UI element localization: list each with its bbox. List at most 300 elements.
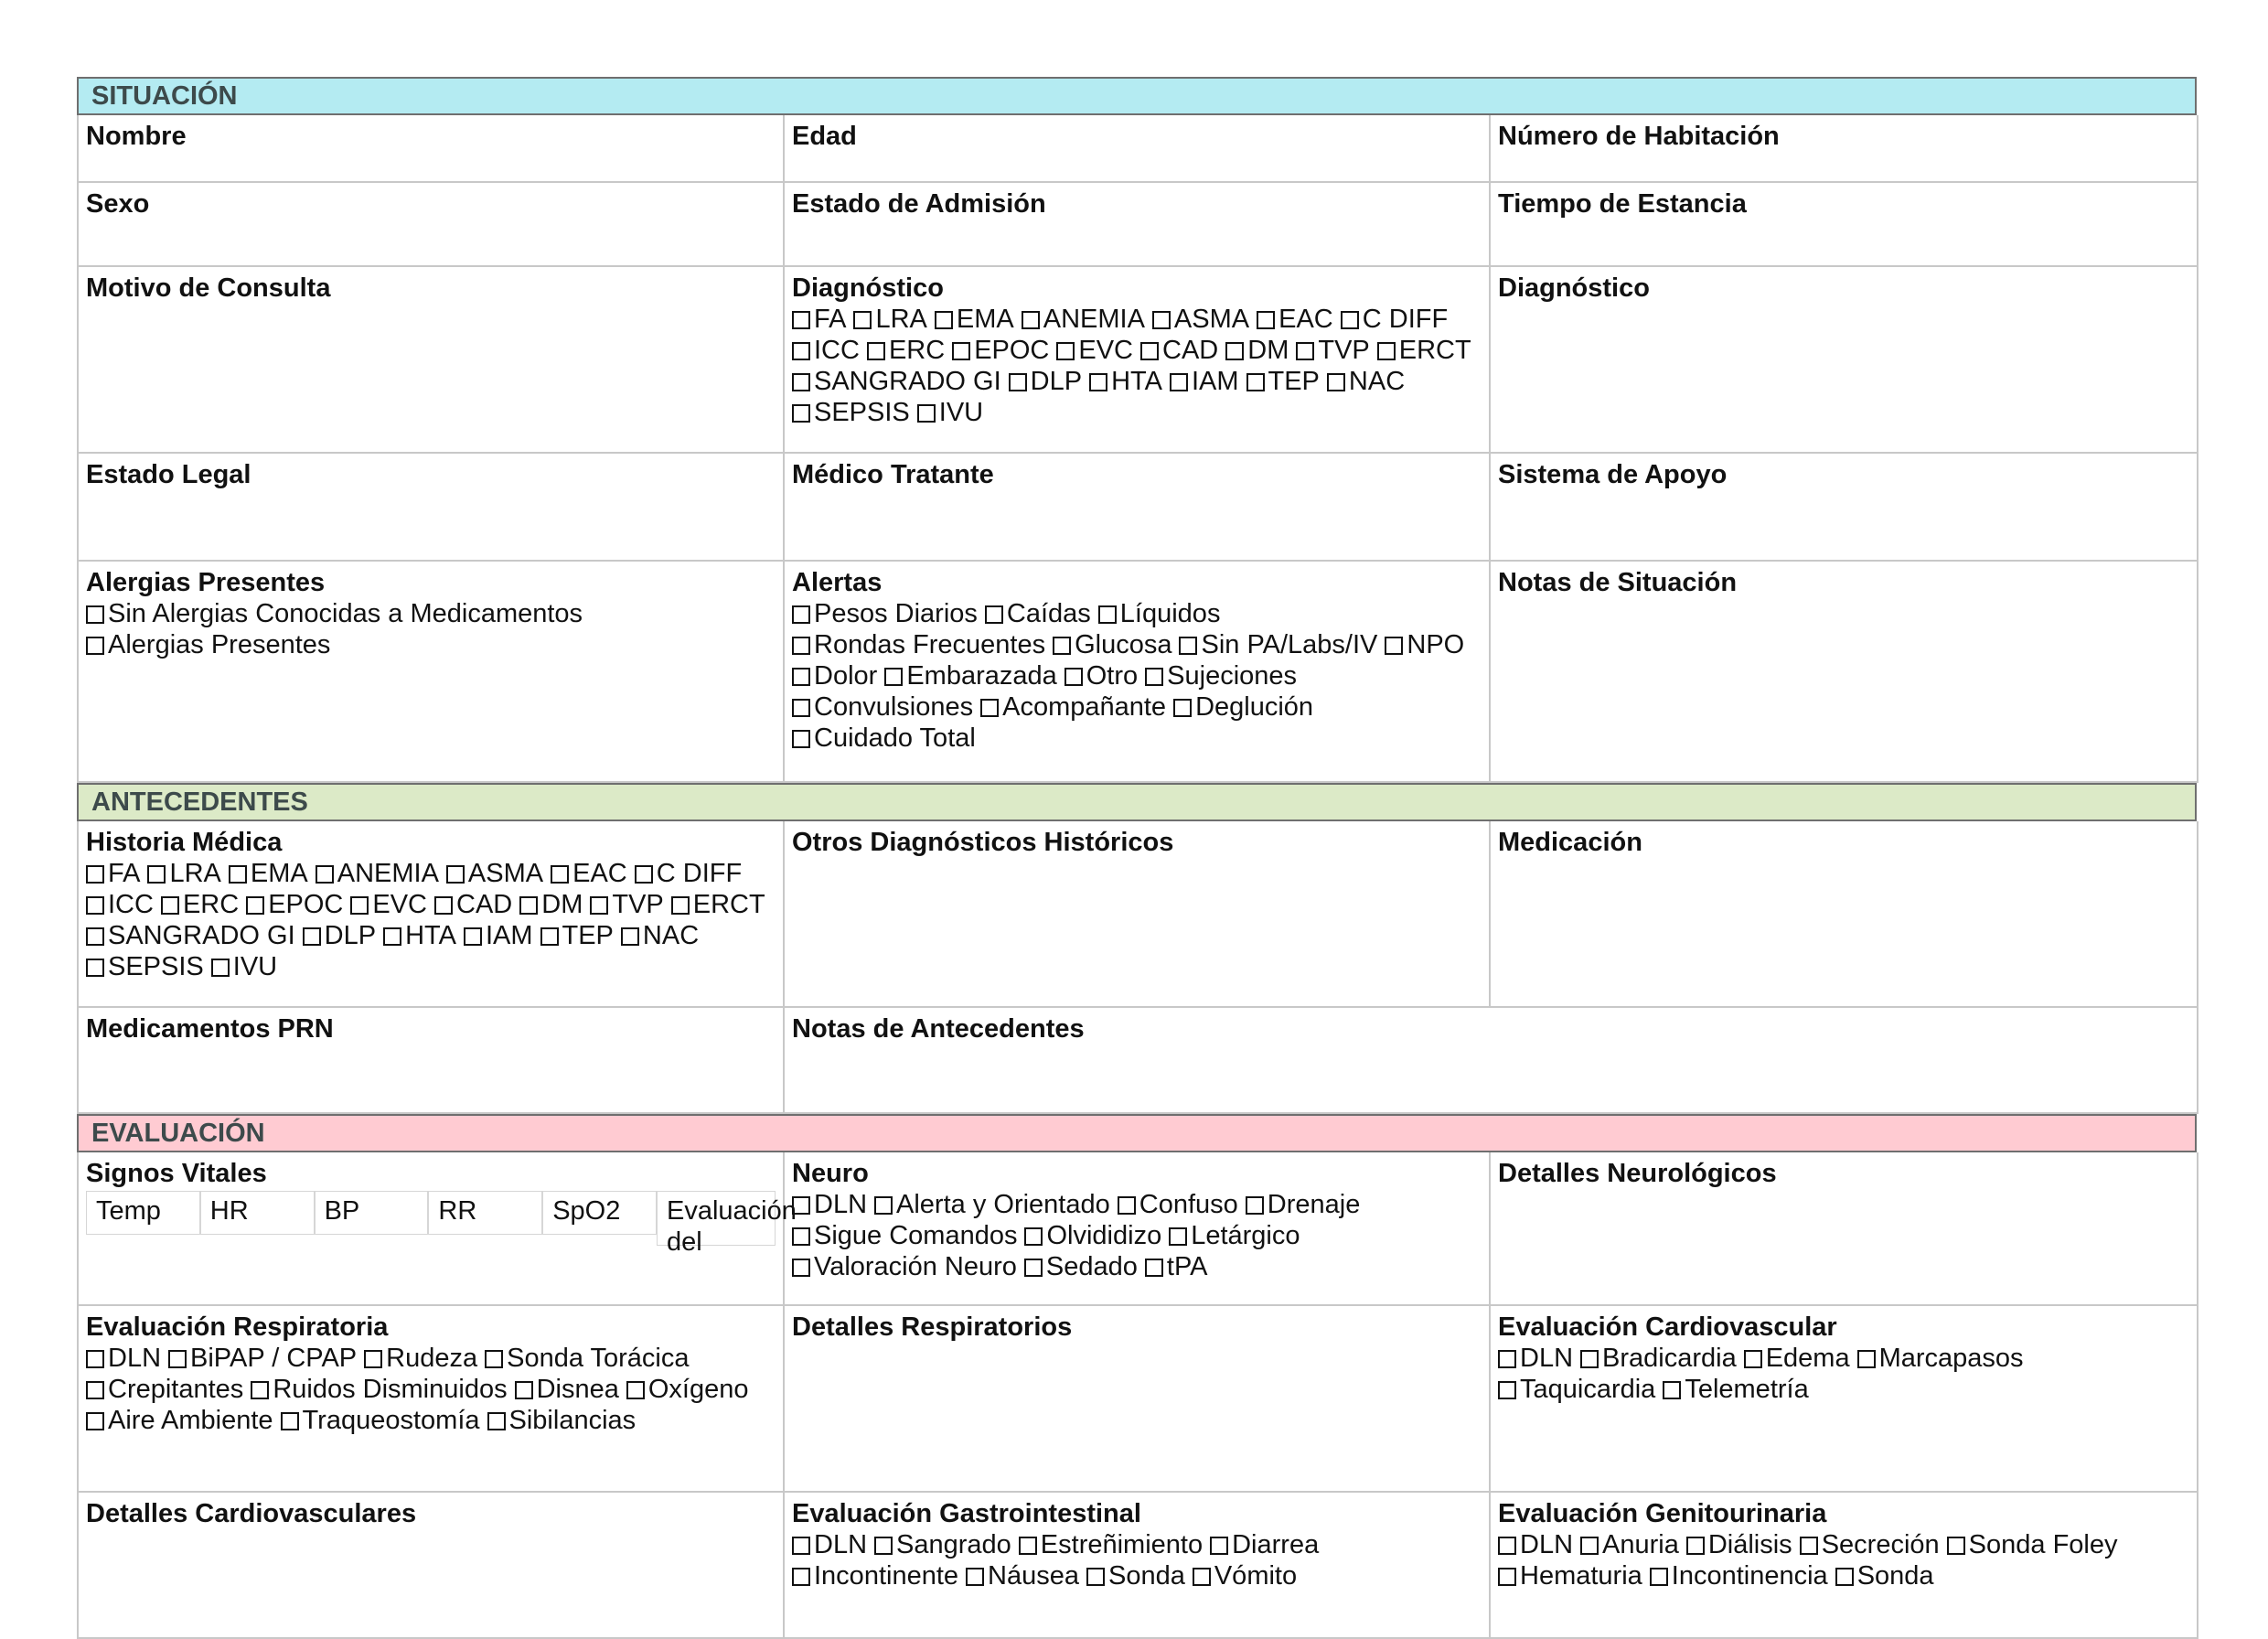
checkbox-label: SEPSIS [108, 952, 204, 981]
checkbox-label: EAC [1278, 305, 1333, 334]
checkbox-icon[interactable] [1686, 1537, 1705, 1555]
field-edad[interactable] [785, 115, 1491, 183]
checkbox-icon[interactable] [434, 896, 453, 915]
checkbox-option[interactable] [446, 858, 543, 889]
checkbox-option[interactable] [281, 1405, 480, 1436]
checkbox-icon[interactable] [1580, 1350, 1599, 1368]
checkbox-icon[interactable] [364, 1350, 382, 1368]
checkbox-icon[interactable] [487, 1412, 506, 1430]
checkbox-label: ASMA [1173, 305, 1250, 334]
checkbox-icon[interactable] [86, 1350, 104, 1368]
field-detalles-neuro[interactable] [1491, 1152, 2198, 1306]
vital-rr[interactable]: RR [428, 1191, 542, 1235]
checkbox-icon[interactable] [86, 637, 104, 655]
checkbox-label: Traqueostomía [302, 1406, 480, 1435]
checkbox-icon[interactable] [1947, 1537, 1965, 1555]
checkbox-label: Sonda Torácica [507, 1344, 690, 1373]
checkbox-option[interactable] [1086, 1560, 1185, 1591]
checkbox-option[interactable] [1800, 1529, 1940, 1560]
field-estancia[interactable] [1491, 183, 2198, 267]
checkbox-option[interactable] [590, 889, 663, 920]
checkbox-icon[interactable] [935, 311, 953, 329]
checkbox-label: IAM [1191, 367, 1239, 396]
checkbox-option[interactable] [626, 1374, 749, 1405]
checkbox-label: FA [814, 305, 847, 334]
checkbox-option[interactable] [86, 1343, 161, 1374]
field-alergias [79, 562, 785, 783]
checkbox-icon[interactable] [1140, 342, 1159, 360]
checkbox-option[interactable] [1498, 1343, 1573, 1374]
checkbox-option[interactable] [1145, 1251, 1208, 1282]
checkbox-icon[interactable] [211, 959, 230, 977]
checkbox-option[interactable] [383, 920, 456, 951]
checkbox-option[interactable] [1835, 1560, 1934, 1591]
checkbox-label: TEP [562, 921, 614, 950]
checkbox-icon[interactable] [519, 896, 538, 915]
checkbox-option[interactable] [1257, 304, 1333, 335]
checkbox-icon[interactable] [792, 605, 810, 624]
checkbox-icon[interactable] [1246, 373, 1265, 391]
checkbox-option[interactable] [1019, 1529, 1203, 1560]
checkbox-option[interactable] [935, 304, 1014, 335]
field-label: Diagnóstico [1498, 273, 1650, 303]
checkbox-option[interactable] [211, 951, 277, 982]
checkbox-icon[interactable] [966, 1568, 984, 1586]
vital-hr[interactable]: HR [200, 1191, 315, 1235]
checkbox-option[interactable] [86, 598, 768, 629]
checkbox-label: DM [541, 890, 583, 919]
checkbox-option[interactable] [1498, 1374, 1655, 1405]
checkbox-icon[interactable] [1089, 373, 1107, 391]
checkbox-label: DLN [108, 1344, 162, 1373]
checkbox-icon[interactable] [1009, 373, 1027, 391]
situacion-grid [77, 115, 2197, 783]
checkbox-icon[interactable] [86, 959, 104, 977]
checkbox-option[interactable] [161, 889, 239, 920]
checkbox-icon[interactable] [1744, 1350, 1762, 1368]
checkbox-option[interactable] [1498, 1560, 1642, 1591]
checkbox-option[interactable] [792, 366, 1001, 397]
historia-options [86, 858, 776, 982]
checkbox-icon[interactable] [1086, 1568, 1105, 1586]
checkbox-option[interactable] [792, 723, 976, 754]
checkbox-option[interactable] [1686, 1529, 1792, 1560]
vital-bp[interactable]: BP [315, 1191, 429, 1235]
checkbox-option[interactable] [1089, 366, 1162, 397]
checkbox-icon[interactable] [168, 1350, 187, 1368]
checkbox-icon[interactable] [1022, 311, 1040, 329]
checkbox-icon[interactable] [383, 927, 401, 946]
field-habitacion[interactable] [1491, 115, 2198, 183]
checkbox-option[interactable] [350, 889, 427, 920]
vital-temp[interactable]: Temp [86, 1191, 200, 1235]
checkbox-option[interactable] [867, 335, 945, 366]
checkbox-option[interactable] [246, 889, 343, 920]
checkbox-icon[interactable] [1193, 1568, 1211, 1586]
checkbox-icon[interactable] [1327, 373, 1345, 391]
field-admision[interactable] [785, 183, 1491, 267]
checkbox-icon[interactable] [1064, 668, 1083, 686]
vital-evaluacion[interactable]: Evaluación del [657, 1191, 776, 1246]
checkbox-option[interactable] [86, 1374, 243, 1405]
checkbox-icon[interactable] [551, 865, 569, 884]
checkbox-option[interactable] [86, 1405, 273, 1436]
checkbox-icon[interactable] [792, 699, 810, 717]
checkbox-icon[interactable] [86, 1412, 104, 1430]
checkbox-icon[interactable] [1179, 637, 1197, 655]
checkbox-icon[interactable] [1580, 1537, 1599, 1555]
checkbox-label: EVC [1078, 336, 1134, 365]
checkbox-label: Otro [1086, 661, 1139, 691]
checkbox-label: DLN [1520, 1344, 1574, 1373]
checkbox-option[interactable] [671, 889, 765, 920]
checkbox-icon[interactable] [590, 896, 608, 915]
checkbox-label: HTA [405, 921, 456, 950]
checkbox-option[interactable] [1053, 629, 1171, 660]
vital-spo2[interactable]: SpO2 [542, 1191, 657, 1235]
respiratoria-options [86, 1343, 776, 1436]
field-label: Motivo de Consulta [86, 273, 331, 303]
checkbox-icon[interactable] [792, 1196, 810, 1215]
checkbox-icon[interactable] [792, 373, 810, 391]
checkbox-icon[interactable] [1210, 1537, 1228, 1555]
checkbox-option[interactable] [519, 889, 583, 920]
checkbox-icon[interactable] [792, 637, 810, 655]
checkbox-icon[interactable] [985, 605, 1003, 624]
checkbox-option[interactable] [792, 629, 1045, 660]
checkbox-icon[interactable] [1835, 1568, 1854, 1586]
checkbox-label: ASMA [467, 859, 544, 888]
checkbox-label: Valoración Neuro [814, 1252, 1017, 1281]
checkbox-option[interactable] [86, 858, 140, 889]
checkbox-option[interactable] [464, 920, 533, 951]
checkbox-icon[interactable] [1024, 1227, 1043, 1246]
checkbox-option[interactable] [1210, 1529, 1319, 1560]
checkbox-label: FA [108, 859, 141, 888]
checkbox-icon[interactable] [1498, 1537, 1516, 1555]
checkbox-option[interactable] [1179, 629, 1377, 660]
alergias-options [86, 598, 776, 660]
field-label: Médico Tratante [792, 460, 994, 489]
checkbox-option[interactable] [1327, 366, 1405, 397]
checkbox-option[interactable] [1341, 304, 1448, 335]
checkbox-option[interactable] [1118, 1189, 1238, 1220]
checkbox-icon[interactable] [1056, 342, 1075, 360]
checkbox-icon[interactable] [251, 1381, 269, 1399]
field-gastrointestinal [785, 1493, 1491, 1639]
field-diagnostico-2[interactable] [1491, 267, 2198, 454]
checkbox-icon[interactable] [1053, 637, 1071, 655]
checkbox-option[interactable] [792, 397, 910, 428]
checkbox-option[interactable] [1385, 629, 1464, 660]
field-motivo[interactable] [79, 267, 785, 454]
neuro-options [792, 1189, 1482, 1282]
checkbox-option[interactable] [1246, 366, 1320, 397]
checkbox-option[interactable] [635, 858, 742, 889]
field-notas-situacion[interactable] [1491, 562, 2198, 783]
checkbox-icon[interactable] [792, 404, 810, 423]
field-prn[interactable] [79, 1008, 785, 1114]
checkbox-option[interactable] [515, 1374, 619, 1405]
checkbox-option[interactable] [621, 920, 699, 951]
checkbox-icon[interactable] [917, 404, 936, 423]
checkbox-option[interactable] [792, 691, 973, 723]
checkbox-icon[interactable] [1663, 1381, 1681, 1399]
checkbox-label: ERC [888, 336, 946, 365]
checkbox-option[interactable] [966, 1560, 1079, 1591]
checkbox-icon[interactable] [792, 311, 810, 329]
checkbox-option[interactable] [1663, 1374, 1808, 1405]
checkbox-label: C DIFF [1362, 305, 1449, 334]
checkbox-option[interactable] [792, 598, 978, 629]
checkbox-icon[interactable] [626, 1381, 645, 1399]
checkbox-icon[interactable] [1257, 311, 1275, 329]
checkbox-option[interactable] [316, 858, 439, 889]
checkbox-icon[interactable] [350, 896, 369, 915]
checkbox-icon[interactable] [1498, 1350, 1516, 1368]
checkbox-option[interactable] [792, 660, 877, 691]
checkbox-option[interactable] [1022, 304, 1145, 335]
checkbox-icon[interactable] [621, 927, 639, 946]
checkbox-label: DLP [1030, 367, 1083, 396]
checkbox-option[interactable] [86, 889, 154, 920]
checkbox-option[interactable] [792, 335, 860, 366]
checkbox-icon[interactable] [1173, 699, 1192, 717]
checkbox-option[interactable] [1098, 598, 1221, 629]
checkbox-option[interactable] [1169, 1220, 1300, 1251]
checkbox-icon[interactable] [1169, 1227, 1187, 1246]
checkbox-option[interactable] [792, 304, 846, 335]
checkbox-option[interactable] [1024, 1251, 1138, 1282]
checkbox-label: TVP [1318, 336, 1370, 365]
checkbox-option[interactable] [1225, 335, 1289, 366]
checkbox-option[interactable] [1580, 1343, 1737, 1374]
field-label: Evaluación Respiratoria [86, 1312, 389, 1342]
checkbox-icon[interactable] [147, 865, 166, 884]
checkbox-icon[interactable] [867, 342, 885, 360]
checkbox-icon[interactable] [874, 1196, 893, 1215]
checkbox-option[interactable] [874, 1189, 1110, 1220]
checkbox-icon[interactable] [792, 1568, 810, 1586]
checkbox-option[interactable] [168, 1343, 357, 1374]
field-label: Nombre [86, 122, 187, 151]
checkbox-option[interactable] [1580, 1529, 1679, 1560]
checkbox-icon[interactable] [792, 1227, 810, 1246]
checkbox-label: SEPSIS [814, 398, 910, 427]
checkbox-icon[interactable] [1385, 637, 1403, 655]
field-genitourinaria [1491, 1493, 2198, 1639]
field-medicacion[interactable] [1491, 821, 2198, 1008]
checkbox-option[interactable] [485, 1343, 689, 1374]
checkbox-option[interactable] [1145, 660, 1297, 691]
checkbox-option[interactable] [434, 889, 512, 920]
checkbox-icon[interactable] [1024, 1259, 1043, 1277]
checkbox-option[interactable] [1744, 1343, 1850, 1374]
checkbox-label: Crepitantes [108, 1375, 244, 1404]
checkbox-option[interactable] [1857, 1343, 2024, 1374]
checkbox-icon[interactable] [1498, 1381, 1516, 1399]
field-notas-antecedentes[interactable] [785, 1008, 2198, 1114]
checkbox-option[interactable] [229, 858, 308, 889]
checkbox-label: Letárgico [1191, 1221, 1300, 1250]
checkbox-option[interactable] [985, 598, 1091, 629]
checkbox-label: EMA [250, 859, 308, 888]
checkbox-option[interactable] [540, 920, 614, 951]
checkbox-icon[interactable] [792, 342, 810, 360]
checkbox-option[interactable] [1152, 304, 1249, 335]
checkbox-label: Sin Alergias Conocidas a Medicamentos [108, 599, 583, 628]
field-label: Diagnóstico [792, 273, 944, 303]
checkbox-option[interactable] [487, 1405, 637, 1436]
checkbox-label: ERCT [692, 890, 765, 919]
checkbox-option[interactable] [1296, 335, 1369, 366]
checkbox-label: Drenaje [1267, 1190, 1361, 1219]
checkbox-label: Pesos Diarios [814, 599, 978, 628]
checkbox-icon[interactable] [86, 927, 104, 946]
checkbox-option[interactable] [1173, 691, 1313, 723]
checkbox-option[interactable] [792, 1189, 867, 1220]
checkbox-icon[interactable] [229, 865, 247, 884]
checkbox-option[interactable] [952, 335, 1049, 366]
checkbox-icon[interactable] [281, 1412, 299, 1430]
checkbox-label: Bradicardia [1602, 1344, 1737, 1373]
checkbox-icon[interactable] [1498, 1568, 1516, 1586]
checkbox-icon[interactable] [635, 865, 653, 884]
checkbox-option[interactable] [1377, 335, 1471, 366]
checkbox-option[interactable] [147, 858, 220, 889]
checkbox-icon[interactable] [1019, 1537, 1037, 1555]
checkbox-option[interactable] [1024, 1220, 1161, 1251]
checkbox-option[interactable] [792, 1560, 958, 1591]
checkbox-option[interactable] [1140, 335, 1218, 366]
field-otros-diagnosticos[interactable] [785, 821, 1491, 1008]
checkbox-icon[interactable] [1145, 668, 1163, 686]
checkbox-icon[interactable] [86, 896, 104, 915]
checkbox-option[interactable] [792, 1529, 867, 1560]
checkbox-option[interactable] [792, 1251, 1017, 1282]
checkbox-label: Sedado [1045, 1252, 1138, 1281]
field-label: Notas de Situación [1498, 568, 1738, 597]
field-neuro [785, 1152, 1491, 1306]
checkbox-icon[interactable] [540, 927, 559, 946]
checkbox-label: Confuso [1139, 1190, 1238, 1219]
checkbox-icon[interactable] [1857, 1350, 1876, 1368]
checkbox-option[interactable] [551, 858, 627, 889]
field-estado-legal[interactable] [79, 454, 785, 562]
field-detalles-cardio[interactable] [79, 1493, 785, 1639]
checkbox-option[interactable] [1009, 366, 1082, 397]
checkbox-icon[interactable] [316, 865, 334, 884]
checkbox-icon[interactable] [1800, 1537, 1818, 1555]
checkbox-label: DLN [814, 1530, 868, 1559]
field-sexo[interactable] [79, 183, 785, 267]
field-diagnostico [785, 267, 1491, 454]
field-label: Medicación [1498, 828, 1642, 857]
checkbox-icon[interactable] [515, 1381, 533, 1399]
checkbox-option[interactable] [1056, 335, 1133, 366]
checkbox-option[interactable] [251, 1374, 507, 1405]
checkbox-icon[interactable] [303, 927, 321, 946]
checkbox-icon[interactable] [1152, 311, 1171, 329]
checkbox-icon[interactable] [1098, 605, 1117, 624]
checkbox-icon[interactable] [792, 668, 810, 686]
field-detalles-resp[interactable] [785, 1306, 1491, 1493]
checkbox-label: Vómito [1214, 1561, 1298, 1591]
checkbox-option[interactable] [1947, 1529, 2118, 1560]
checkbox-option[interactable] [86, 951, 204, 982]
field-label: Evaluación Gastrointestinal [792, 1499, 1141, 1528]
checkbox-icon[interactable] [884, 668, 903, 686]
checkbox-option[interactable] [1170, 366, 1239, 397]
field-respiratoria [79, 1306, 785, 1493]
checkbox-icon[interactable] [485, 1350, 503, 1368]
checkbox-icon[interactable] [980, 699, 999, 717]
checkbox-option[interactable] [1650, 1560, 1828, 1591]
checkbox-icon[interactable] [464, 927, 482, 946]
checkbox-option[interactable] [86, 629, 768, 660]
checkbox-option[interactable] [303, 920, 376, 951]
checkbox-icon[interactable] [86, 1381, 104, 1399]
checkbox-icon[interactable] [246, 896, 264, 915]
checkbox-icon[interactable] [792, 1259, 810, 1277]
checkbox-label: LRA [875, 305, 927, 334]
checkbox-icon[interactable] [952, 342, 970, 360]
checkbox-icon[interactable] [86, 865, 104, 884]
checkbox-icon[interactable] [671, 896, 690, 915]
field-medico[interactable] [785, 454, 1491, 562]
checkbox-icon[interactable] [792, 730, 810, 748]
checkbox-icon[interactable] [1341, 311, 1359, 329]
checkbox-label: Embarazada [906, 661, 1057, 691]
checkbox-icon[interactable] [874, 1537, 893, 1555]
checkbox-option[interactable] [1193, 1560, 1297, 1591]
checkbox-option[interactable] [364, 1343, 477, 1374]
checkbox-icon[interactable] [1377, 342, 1396, 360]
checkbox-option[interactable] [1064, 660, 1138, 691]
field-label: Notas de Antecedentes [792, 1014, 1085, 1044]
checkbox-option[interactable] [874, 1529, 1011, 1560]
checkbox-icon[interactable] [1118, 1196, 1136, 1215]
checkbox-option[interactable] [1246, 1189, 1361, 1220]
field-nombre[interactable] [79, 115, 785, 183]
checkbox-icon[interactable] [446, 865, 465, 884]
checkbox-label: Sonda [1107, 1561, 1185, 1591]
checkbox-icon[interactable] [1246, 1196, 1264, 1215]
checkbox-label: IVU [938, 398, 984, 427]
checkbox-label: Diarrea [1232, 1530, 1320, 1559]
checkbox-icon[interactable] [792, 1537, 810, 1555]
checkbox-label: ANEMIA [337, 859, 439, 888]
checkbox-option[interactable] [86, 920, 295, 951]
checkbox-option[interactable] [884, 660, 1056, 691]
checkbox-icon[interactable] [1225, 342, 1244, 360]
checkbox-icon[interactable] [1650, 1568, 1668, 1586]
checkbox-icon[interactable] [1296, 342, 1314, 360]
checkbox-icon[interactable] [1170, 373, 1188, 391]
checkbox-option[interactable] [792, 1220, 1017, 1251]
checkbox-option[interactable] [980, 691, 1166, 723]
checkbox-icon[interactable] [1145, 1259, 1163, 1277]
checkbox-icon[interactable] [161, 896, 179, 915]
checkbox-label: Secreción [1821, 1530, 1940, 1559]
checkbox-option[interactable] [853, 304, 926, 335]
field-apoyo[interactable] [1491, 454, 2198, 562]
checkbox-icon[interactable] [86, 605, 104, 624]
checkbox-option[interactable] [1498, 1529, 1573, 1560]
checkbox-label: Aire Ambiente [108, 1406, 273, 1435]
checkbox-option[interactable] [917, 397, 983, 428]
checkbox-icon[interactable] [853, 311, 872, 329]
